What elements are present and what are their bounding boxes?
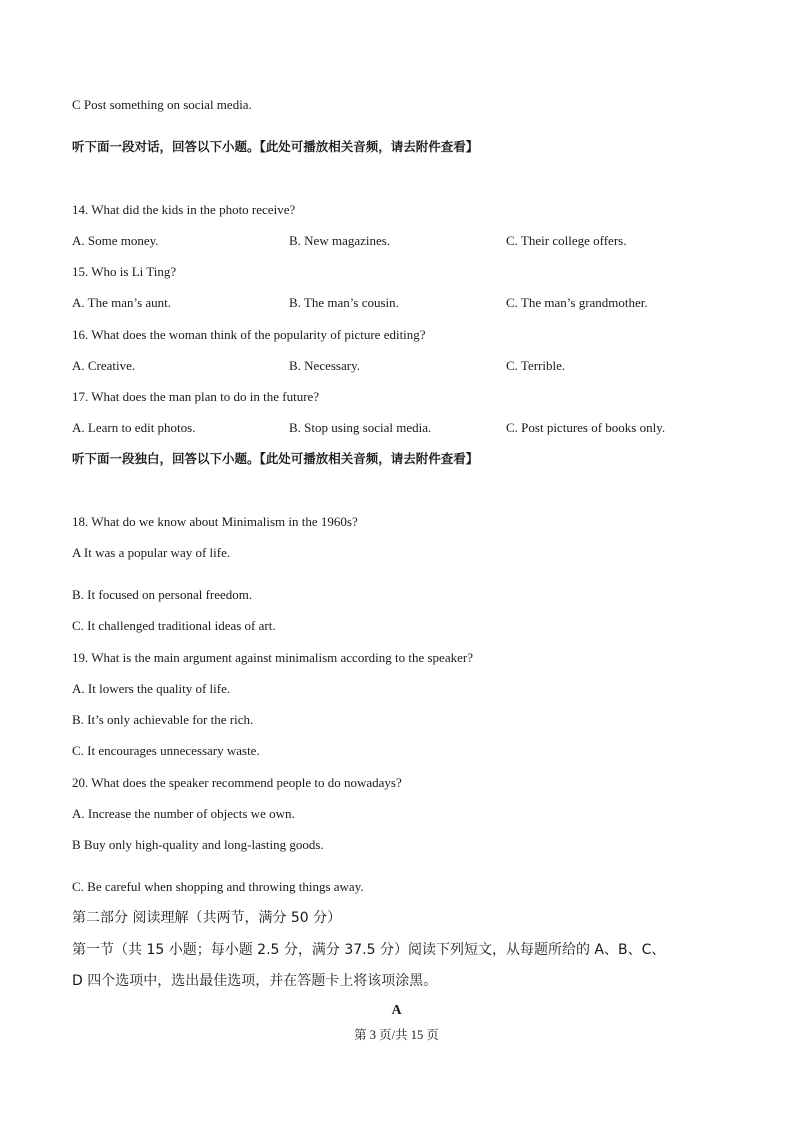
passage-label: A bbox=[391, 1003, 402, 1018]
q18-option-b: B. It focused on personal freedom. bbox=[72, 587, 253, 602]
section1-instruction-line2: D 四个选项中，选出最佳选项，并在答题卡上将该项涂黑。 bbox=[72, 973, 438, 989]
q14-option-b: B. New magazines. bbox=[289, 233, 391, 248]
q16-option-b: B. Necessary. bbox=[289, 358, 360, 373]
instruction-dialogue: 听下面一段对话，回答以下小题。【此处可播放相关音频，请去附件查看】 bbox=[72, 139, 479, 154]
q14-option-a: A. Some money. bbox=[72, 233, 159, 248]
question-14-stem: 14. What did the kids in the photo receive? bbox=[72, 202, 296, 217]
option-c-q13: C Post something on social media. bbox=[72, 97, 252, 112]
question-20-stem: 20. What does the speaker recommend people to do nowadays? bbox=[72, 775, 402, 790]
q17-option-c: C. Post pictures of books only. bbox=[506, 420, 666, 435]
q17-option-a: A. Learn to edit photos. bbox=[72, 420, 196, 435]
question-17-stem: 17. What does the man plan to do in the future? bbox=[72, 389, 320, 404]
q17-option-b: B. Stop using social media. bbox=[289, 420, 432, 435]
q16-option-c: C. Terrible. bbox=[506, 358, 566, 373]
part2-heading: 第二部分 阅读理解（共两节，满分 50 分） bbox=[72, 910, 342, 926]
page-footer: 第 3 页/共 15 页 bbox=[354, 1028, 439, 1042]
q19-option-a: A. It lowers the quality of life. bbox=[72, 681, 231, 696]
q16-option-a: A. Creative. bbox=[72, 358, 136, 373]
question-18-stem: 18. What do we know about Minimalism in the 1960s? bbox=[72, 514, 358, 529]
q18-option-c: C. It challenged traditional ideas of art. bbox=[72, 618, 276, 633]
question-16-stem: 16. What does the woman think of the popularity of picture editing? bbox=[72, 327, 426, 342]
section1-instruction-line1: 第一节（共 15 小题；每小题 2.5 分，满分 37.5 分）阅读下列短文，从每题所给的 A、B、C、 bbox=[72, 942, 666, 958]
q20-option-b: B Buy only high-quality and long-lasting goods. bbox=[72, 837, 324, 852]
q19-option-c: C. It encourages unnecessary waste. bbox=[72, 743, 260, 758]
q20-option-a: A. Increase the number of objects we own. bbox=[72, 806, 295, 821]
instruction-monologue: 听下面一段独白，回答以下小题。【此处可播放相关音频，请去附件查看】 bbox=[72, 451, 479, 466]
q15-option-a: A. The man’s aunt. bbox=[72, 295, 172, 310]
question-15-stem: 15. Who is Li Ting? bbox=[72, 264, 177, 279]
q15-option-c: C. The man’s grandmother. bbox=[506, 295, 648, 310]
q20-option-c: C. Be careful when shopping and throwing things away. bbox=[72, 879, 364, 894]
q18-option-a: A It was a popular way of life. bbox=[72, 545, 231, 560]
q15-option-b: B. The man’s cousin. bbox=[289, 295, 399, 310]
q14-option-c: C. Their college offers. bbox=[506, 233, 627, 248]
q19-option-b: B. It’s only achievable for the rich. bbox=[72, 712, 254, 727]
question-19-stem: 19. What is the main argument against minimalism according to the speaker? bbox=[72, 650, 473, 665]
